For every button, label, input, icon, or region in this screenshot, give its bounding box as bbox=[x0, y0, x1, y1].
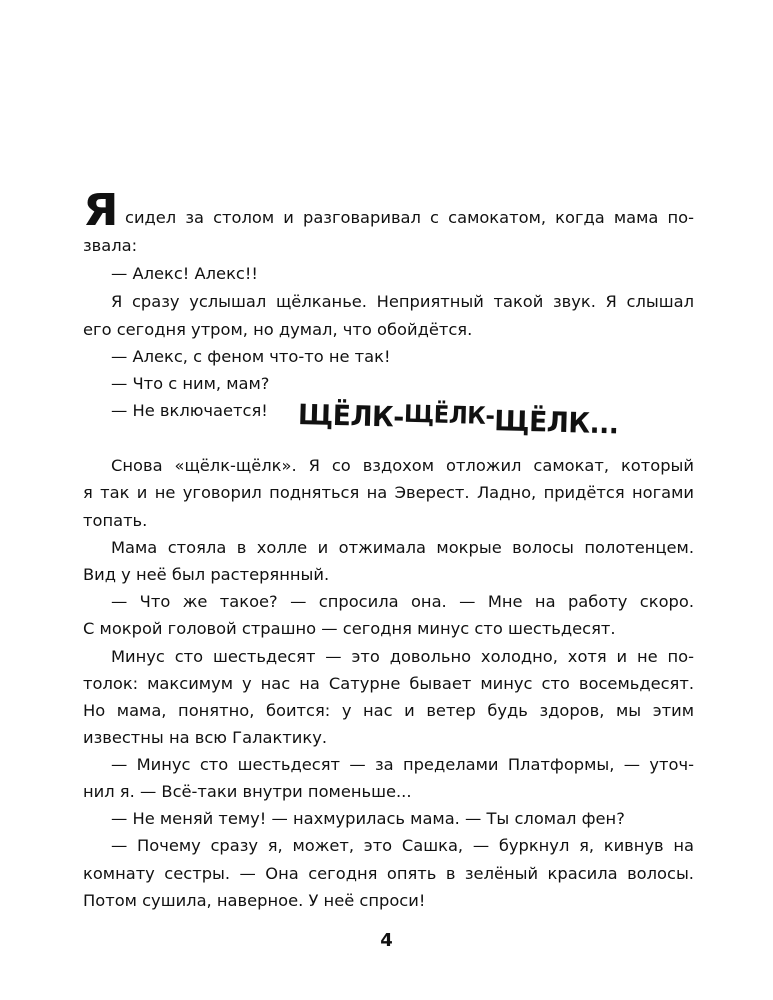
text-line: Я сразу услышал щёлканье. Неприятный такой звук. Я слышал bbox=[111, 292, 694, 311]
sound-effect-part: ЩЁЛК- bbox=[403, 399, 495, 431]
text-line: — Не меняй тему! — нахмурилась мама. — Ты сломал фен? bbox=[111, 809, 625, 828]
text-line: Снова «щёлк-щёлк». Я со вздохом отложил самокат, который bbox=[111, 456, 694, 475]
text-line: сидел за столом и разговаривал с самокатом, когда мама по- bbox=[125, 208, 694, 227]
text-line: Потом сушила, наверное. У неё спроси! bbox=[83, 891, 426, 910]
text-line: нил я. — Всё-таки внутри поменьше... bbox=[83, 782, 412, 801]
text-line: — Что же такое? — спросила она. — Мне на работу скоро. bbox=[111, 592, 694, 611]
sound-effect-title bbox=[297, 397, 619, 441]
sound-effect-part: ЩЁЛК... bbox=[493, 404, 619, 441]
text-line: я так и не уговорил подняться на Эверест. Ладно, придётся ногами bbox=[83, 483, 694, 502]
text-line: толок: максимум у нас на Сатурне бывает минус сто восемьдесят. bbox=[83, 674, 694, 693]
page-number: 4 bbox=[380, 930, 393, 951]
text-line: — Что с ним, мам? bbox=[111, 374, 270, 393]
text-line: — Не включается! bbox=[111, 401, 268, 420]
sound-effect-part: ЩЁЛК- bbox=[297, 398, 405, 434]
text-line: комнату сестры. — Она сегодня опять в зелёный красила волосы. bbox=[83, 864, 694, 883]
text-line: — Алекс, с феном что-то не так! bbox=[111, 347, 391, 366]
text-line: звала: bbox=[83, 236, 138, 255]
text-line: его сегодня утром, но думал, что обойдётся. bbox=[83, 320, 473, 339]
text-line: Но мама, понятно, боится: у нас и ветер будь здоров, мы этим bbox=[83, 701, 694, 720]
text-line: С мокрой головой страшно — сегодня минус сто шестьдесят. bbox=[83, 619, 616, 638]
text-line: Мама стояла в холле и отжимала мокрые волосы полотенцем. bbox=[111, 538, 694, 557]
book-page bbox=[83, 0, 694, 1000]
text-line: Вид у неё был растерянный. bbox=[83, 565, 330, 584]
text-line: — Алекс! Алекс!! bbox=[111, 264, 258, 283]
text-line: — Почему сразу я, может, это Сашка, — буркнул я, кивнув на bbox=[111, 836, 694, 855]
text-line: известны на всю Галактику. bbox=[83, 728, 328, 747]
text-line: Минус сто шестьдесят — это довольно холодно, хотя и не по- bbox=[111, 647, 694, 666]
drop-cap: Я bbox=[83, 185, 118, 236]
text-line: топать. bbox=[83, 511, 148, 530]
text-line: — Минус сто шестьдесят — за пределами Платформы, — уточ- bbox=[111, 755, 694, 774]
